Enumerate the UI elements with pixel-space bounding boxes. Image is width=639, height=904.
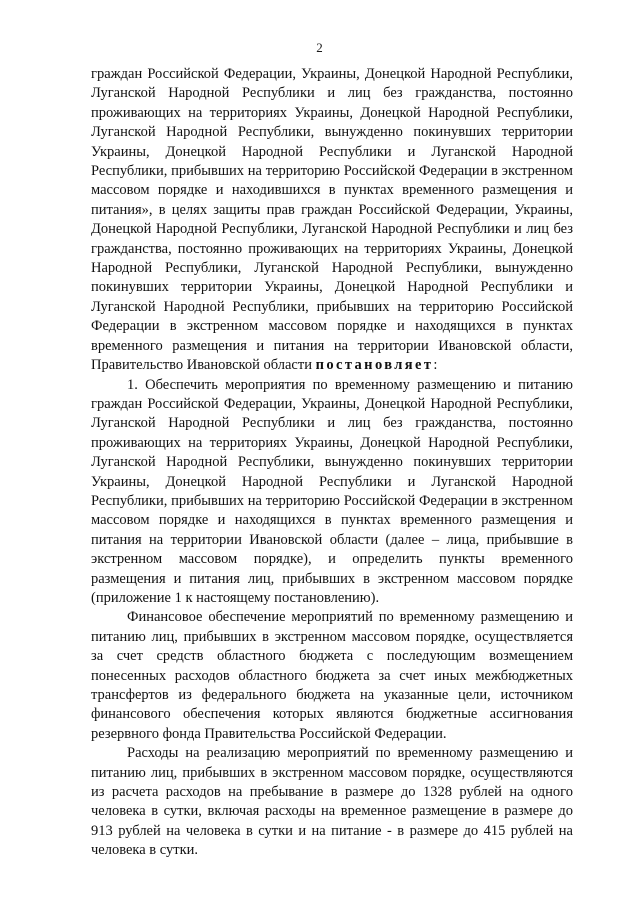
paragraph-clause-1: 1. Обеспечить мероприятия по временному размещению и питанию граждан Российской Федерации, Украины, Донецкой Народной Республики, Луганской Народной Республики и лиц без гражданства, постоянно проживающих на территориях Украины, Донецкой Народной Республики, Луганской Народной Республики, вынужденно покинувших территории Украины, Донецкой Народной Республики и Луганской Народной Республики, прибывших на территорию Российской Федерации в экстренном массовом порядке и находящихся в пунктах временного размещения и питания на территории Ивановской области (далее – лица, прибывшие в экстренном массовом порядке), и определить пункты временного размещения и питания лиц, прибывших в экстренном массовом порядке (приложение 1 к настоящему постановлению). <box>91 376 573 606</box>
paragraph-financing: Финансовое обеспечение мероприятий по временному размещению и питанию лиц, прибывших в экстренном массовом порядке, осуществляется за счет средств областного бюджета с последующим возмещением понесенных расходов областного бюджета за счет иных межбюджетных трансфертов из федерального бюджета на указанные цели, источником финансового обеспечения которых являются бюджетные ассигнования резервного фонда Правительства Российской Федерации. <box>91 609 573 742</box>
page-number: 2 <box>316 40 323 55</box>
document-body <box>91 65 573 861</box>
paragraph-preamble <box>91 65 573 376</box>
preamble-colon: : <box>433 357 438 374</box>
paragraph-expenses: Расходы на реализацию мероприятий по временному размещению и питанию лиц, прибывших в экстренном массовом порядке, осуществляются из расчета расходов на пребывание в размере до 1328 рублей на одного человека в сутки, включая расходы на временное размещение в размере до 913 рублей на человека в сутки и на питание - в размере до 415 рублей на человека в сутки. <box>91 745 573 859</box>
resolution-keyword: постановляет <box>315 357 434 374</box>
preamble-text: граждан Российской Федерации, Украины, Донецкой Народной Республики, Луганской Народной Республики и лиц без гражданства, постоянно проживающих на территориях Украины, Донецкой Народной Республики, Луганской Народной Республики, вынужденно покинувших территории Украины, Донецкой Народной Республики и Луганской Народной Республики, прибывших на территорию Российской Федерации в экстренном массовом порядке и находившихся в пунктах временного размещения и питания», в целях защиты прав граждан Российской Федерации, Украины, Донецкой Народной Республики, Луганской Народной Республики и лиц без гражданства, постоянно проживающих на территориях Украины, Донецкой Народной Республики, Луганской Народной Республики, вынужденно покинувших территории Украины, Донецкой Народной Республики и Луганской Народной Республики, прибывших на территорию Российской Федерации в экстренном массовом порядке и находящихся в пунктах временного размещения и питания на территории Ивановской области, Правительство Ивановской области <box>91 66 573 374</box>
